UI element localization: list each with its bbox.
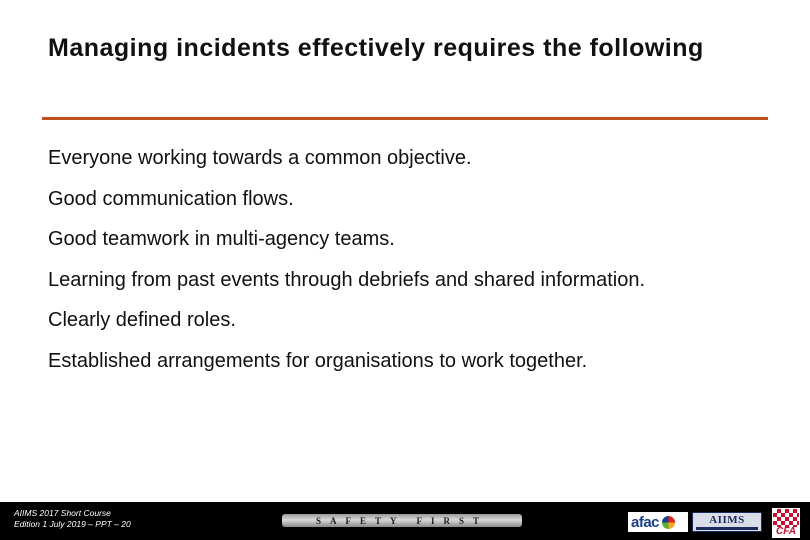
safety-first-banner: SAFETY FIRST <box>282 514 522 527</box>
cfa-checker-icon <box>773 509 799 527</box>
aiims-logo <box>692 512 762 532</box>
bullet-item: Good communication flows. <box>48 187 294 210</box>
footer-course-line: AIIMS 2017 Short Course <box>14 508 111 518</box>
footer-bar <box>0 502 810 540</box>
bullet-item: Clearly defined roles. <box>48 309 236 331</box>
aiims-logo-text: AIIMS <box>709 513 745 526</box>
bullet-item: Everyone working towards a common objective. <box>48 147 472 169</box>
aiims-underline <box>696 527 758 530</box>
afac-emblem-icon <box>662 516 675 529</box>
footer-edition-line: Edition 1 July 2019 – PPT – 20 <box>14 519 131 529</box>
bullet-item: Learning from past events through debriefs and shared information. <box>48 268 646 291</box>
title-divider <box>42 117 768 120</box>
bullet-item: Established arrangements for organisations to work together. <box>48 349 588 372</box>
footer-caption <box>14 508 131 530</box>
cfa-logo-text: CFA <box>776 526 796 537</box>
bullet-item: Good teamwork in multi-agency teams. <box>48 228 395 250</box>
slide-title: Managing incidents effectively requires the following <box>48 34 704 62</box>
afac-logo-text: afac <box>631 513 660 531</box>
afac-logo <box>628 512 688 532</box>
cfa-logo <box>772 508 800 538</box>
bullet-list <box>48 148 645 391</box>
